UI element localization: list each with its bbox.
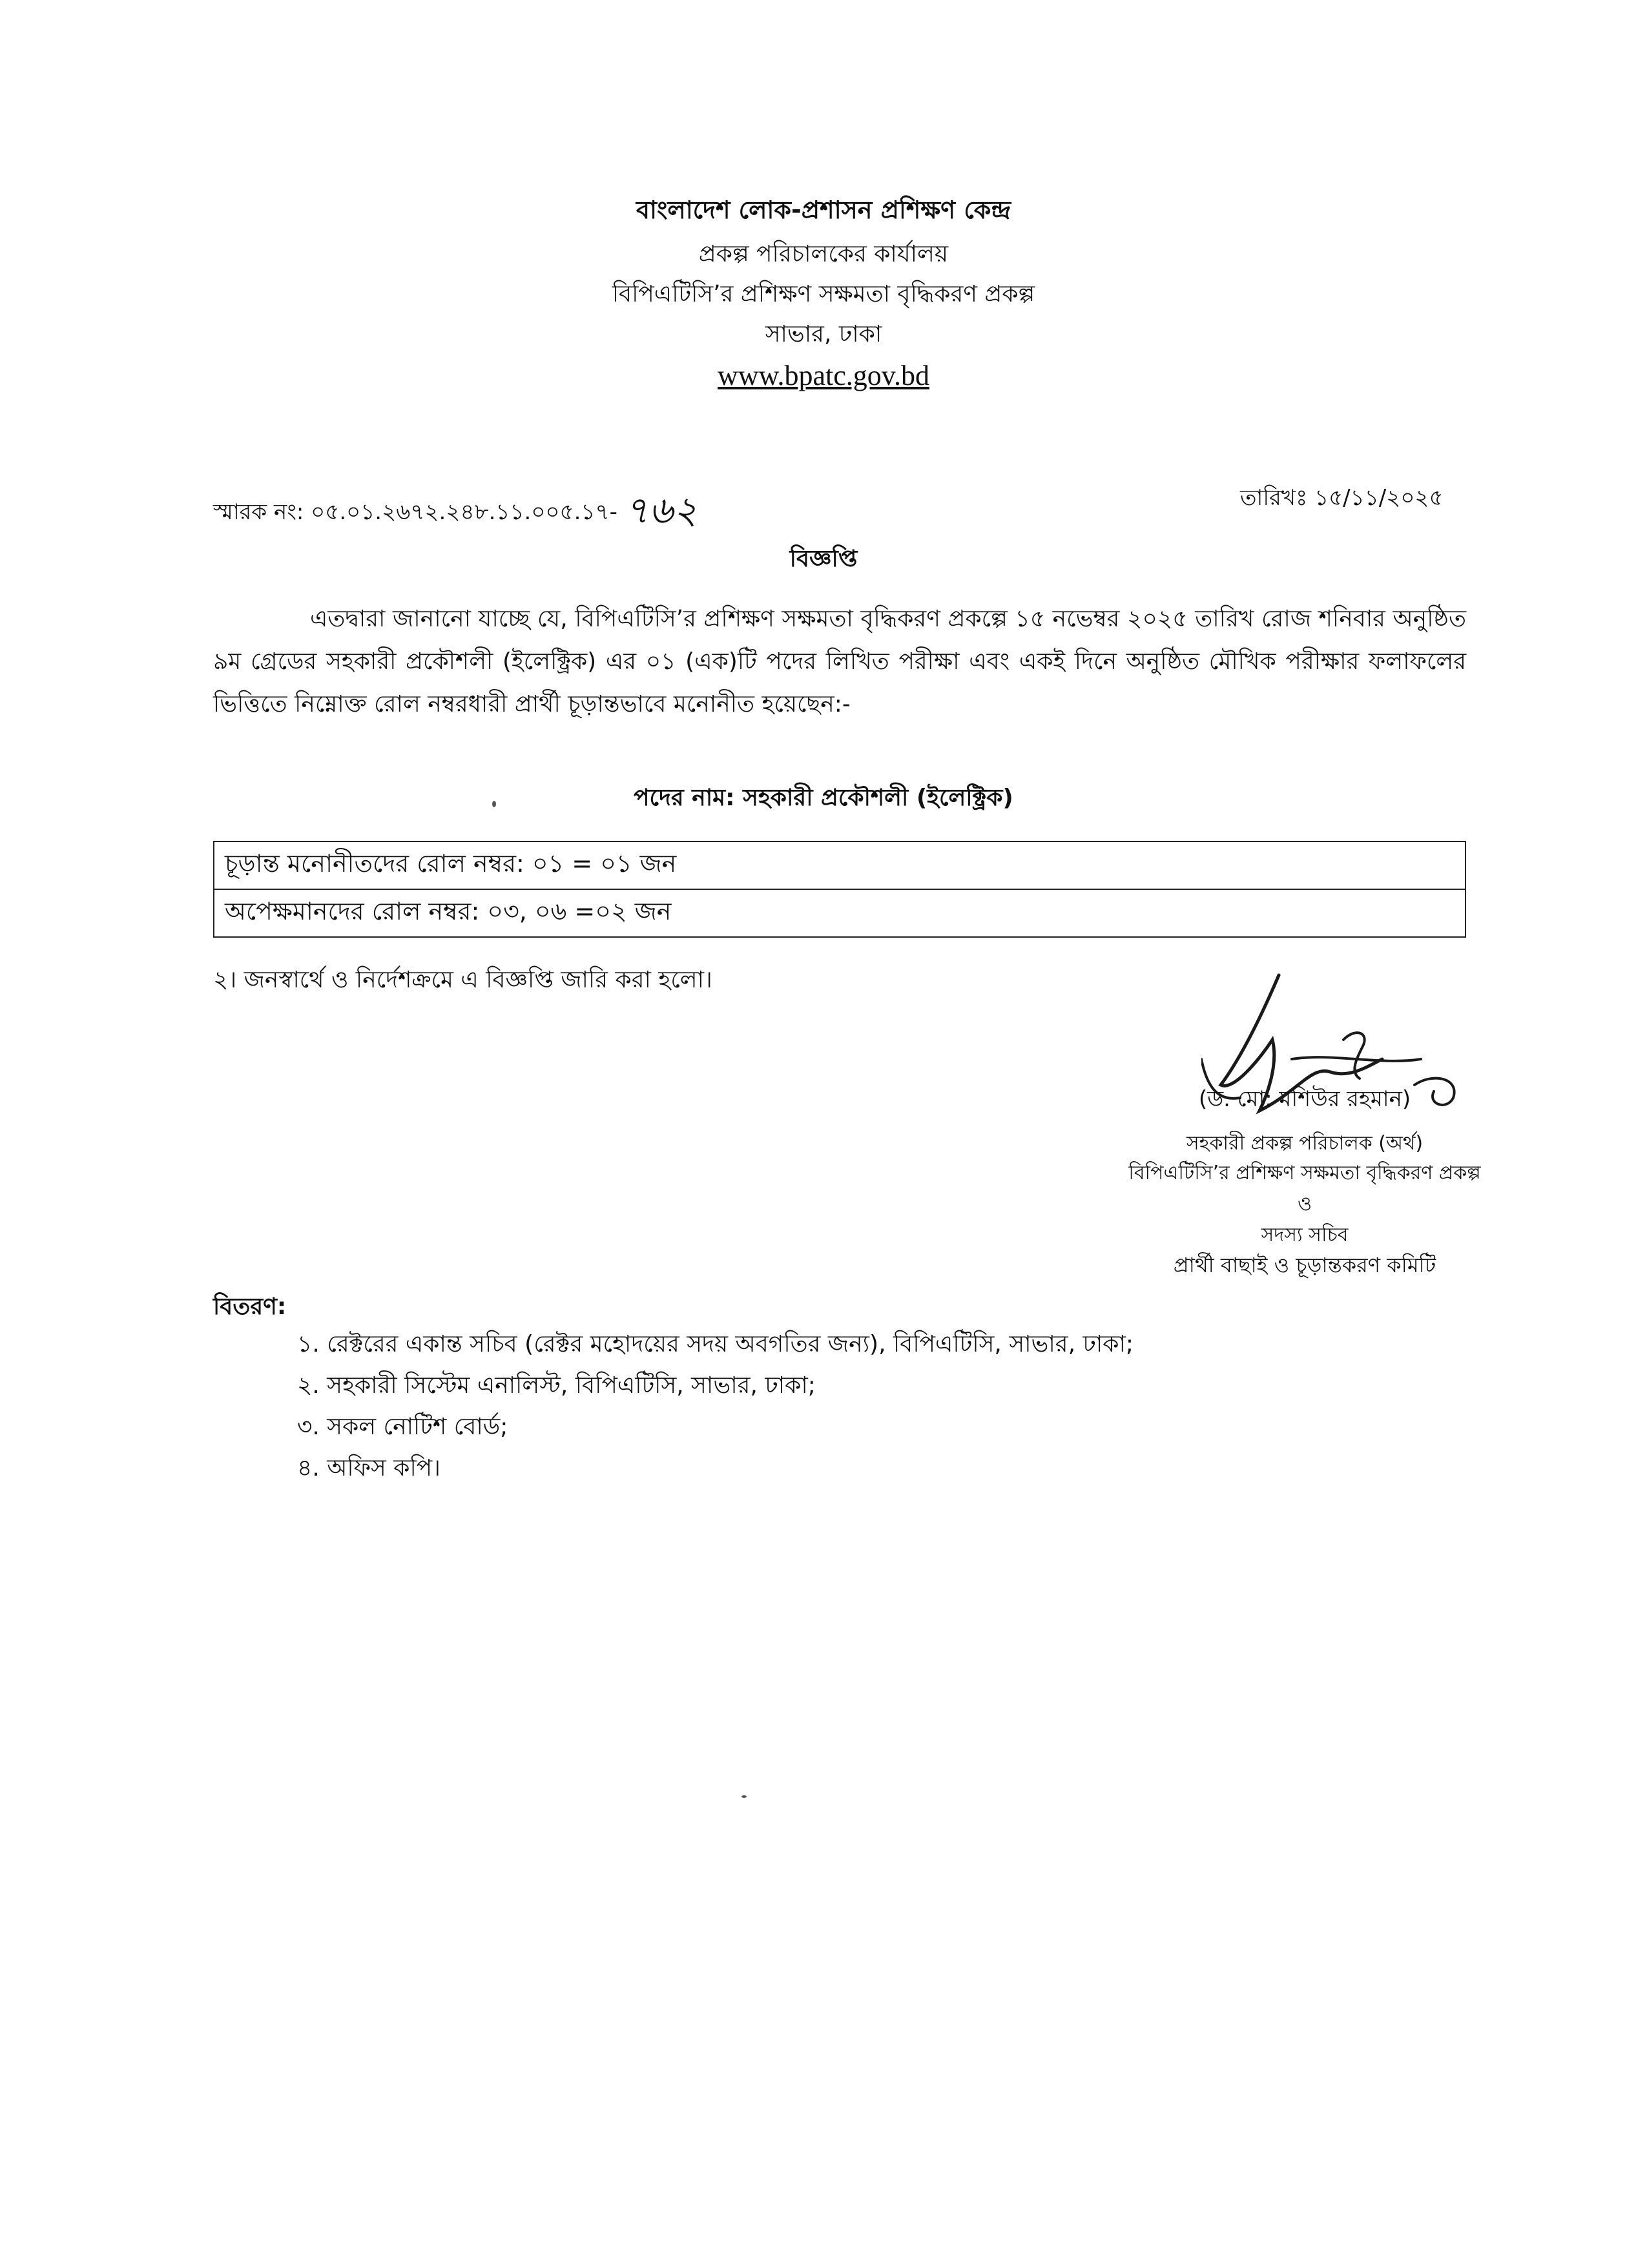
notice-title: বিজ্ঞপ্তি <box>789 546 858 572</box>
notice-paragraph-2: ২। জনস্বার্থে ও নির্দেশক্রমে এ বিজ্ঞপ্তি জারি করা হলো। <box>213 967 712 993</box>
office-name: প্রকল্প পরিচালকের কার্যালয় <box>698 241 949 267</box>
list-item: ৪. অফিস কপি। <box>297 1455 441 1481</box>
list-item: ২. সহকারী সিস্টেম এনালিস্ট, বিপিএটিসি, সাভার, ঢাকা; <box>297 1372 816 1399</box>
signatory-role: সদস্য সচিব <box>1261 1224 1349 1246</box>
distribution-list <box>297 1324 1134 1489</box>
memo-date: তারিখঃ ১৫/১১/২০২৫ <box>1240 485 1444 511</box>
memo-number <box>213 478 698 541</box>
signatory-conjunction: ও <box>1297 1193 1312 1215</box>
signatory-name: (ড. মো: মশিউর রহমান) <box>1198 1086 1411 1112</box>
table-row <box>214 889 1466 937</box>
scan-speck <box>741 1795 747 1798</box>
notice-paragraph: এতদ্বারা জানানো যাচ্ছে যে, বিপিএটিসি’র প্রশিক্ষণ সক্ষমতা বৃদ্ধিকরণ প্রকল্পে ১৫ নভেম্বর ২০২৫ তারিখ রোজ শনিবার অনুষ্ঠিত ৯ম গ্রেডের সহকারী প্রকৌশলী (ইলেক্ট্রিক) এর ০১ (এক)টি পদের লিখিত পরীক্ষা এবং একই দিনে অনুষ্ঠিত মৌখিক পরীক্ষার ফলাফলের ভিত্তিতে নিম্নোক্ত রোল নম্বরধারী প্রার্থী চূড়ান্তভাবে মনোনীত হয়েছেন:- <box>213 606 1466 717</box>
selected-roll-cell: চূড়ান্ত মনোনীতদের রোল নম্বর: ০১ = ০১ জন <box>214 841 1466 889</box>
scan-speck <box>492 801 496 807</box>
memo-number-handwritten: ৭৬২ <box>624 490 698 531</box>
website-link[interactable]: www.bpatc.gov.bd <box>718 360 929 391</box>
table-row <box>214 841 1466 889</box>
list-item: ১. রেক্টরের একান্ত সচিব (রেক্টর মহোদয়ের সদয় অবগতির জন্য), বিপিএটিসি, সাভার, ঢাকা; <box>297 1331 1134 1357</box>
office-location: সাভার, ঢাকা <box>765 321 882 347</box>
distribution-title: বিতরণ: <box>213 1294 287 1320</box>
signatory-designation: সহকারী প্রকল্প পরিচালক (অর্থ) <box>1186 1132 1424 1155</box>
post-name: পদের নাম: সহকারী প্রকৌশলী (ইলেক্ট্রিক) <box>634 785 1013 811</box>
memo-number-label: স্মারক নং: ০৫.০১.২৬৭২.২৪৮.১১.০০৫.১৭- <box>213 499 617 525</box>
signatory-project: বিপিএটিসি’র প্রশিক্ষণ সক্ষমতা বৃদ্ধিকরণ প্রকল্প <box>1128 1162 1481 1184</box>
signatory-committee: প্রার্থী বাছাই ও চূড়ান্তকরণ কমিটি <box>1173 1253 1436 1277</box>
organization-name: বাংলাদেশ লোক-প্রশাসন প্রশিক্ষণ কেন্দ্র <box>636 196 1011 224</box>
waiting-roll-cell: অপেক্ষমানদের রোল নম্বর: ০৩, ০৬ =০২ জন <box>214 889 1466 937</box>
list-item: ৩. সকল নোটিশ বোর্ড; <box>297 1414 508 1440</box>
project-name: বিপিএটিসি’র প্রশিক্ষণ সক্ষমতা বৃদ্ধিকরণ প্রকল্প <box>612 281 1035 307</box>
results-table <box>213 841 1466 938</box>
